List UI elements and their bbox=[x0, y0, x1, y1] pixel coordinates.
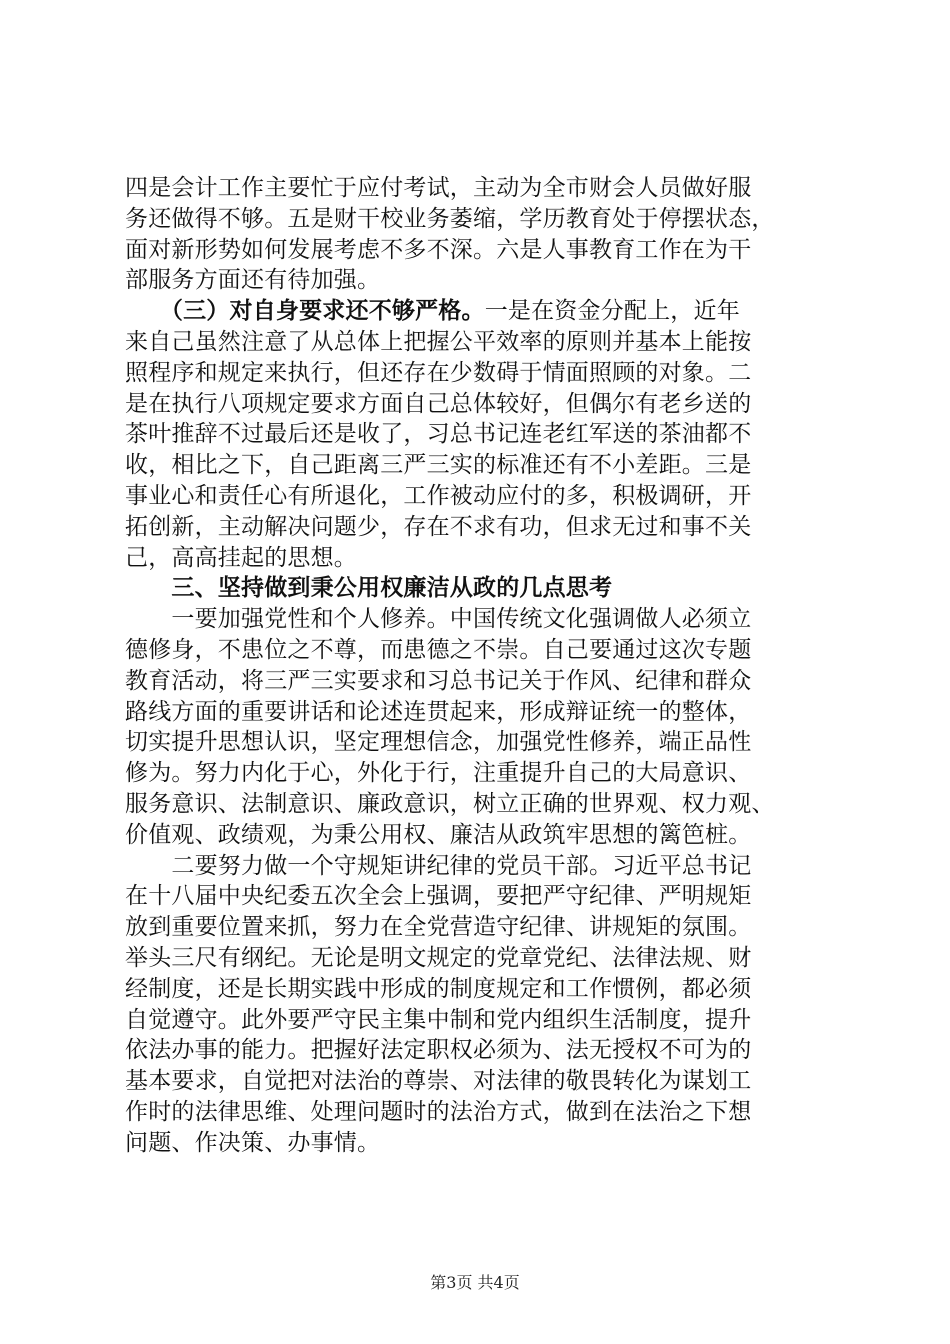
subsection-heading: （三）对自身要求还不够严格。 bbox=[125, 298, 485, 325]
text-line: 依法办事的能力。把握好法定职权必须为、法无授权不可为的 bbox=[125, 1037, 752, 1064]
text-line: 来自己虽然注意了从总体上把握公平效率的原则并基本上能按 bbox=[125, 328, 752, 355]
text-line: 事业心和责任心有所退化，工作被动应付的多，积极调研，开 bbox=[125, 482, 752, 509]
text-line: 放到重要位置来抓，努力在全党营造守纪律、讲规矩的氛围。 bbox=[125, 914, 752, 941]
text-line: 己，高高挂起的思想。 bbox=[125, 544, 357, 571]
text-line: 收，相比之下，自己距离三严三实的标准还有不小差距。三是 bbox=[125, 452, 752, 479]
page-footer: 第3页 共4页 bbox=[430, 1273, 520, 1292]
text-line: 是在执行八项规定要求方面自己总体较好，但偶尔有老乡送的 bbox=[125, 390, 752, 417]
text-line: 路线方面的重要讲话和论述连贯起来，形成辩证统一的整体， bbox=[125, 698, 752, 725]
paragraph-lead-line bbox=[125, 296, 833, 327]
text-line: 二要努力做一个守规矩讲纪律的党员干部。习近平总书记 bbox=[125, 852, 752, 879]
text-line: 教育活动，将三严三实要求和习总书记关于作风、纪律和群众 bbox=[125, 667, 752, 694]
text-line: 务还做得不够。五是财干校业务萎缩，学历教育处于停摆状态， bbox=[125, 205, 775, 232]
text-line: 问题、作决策、办事情。 bbox=[125, 1129, 381, 1156]
text-line: 茶叶推辞不过最后还是收了，习总书记连老红军送的茶油都不 bbox=[125, 421, 752, 448]
text-line: 经制度，还是长期实践中形成的制度规定和工作惯例，都必须 bbox=[125, 975, 752, 1002]
text-line: 价值观、政绩观，为秉公用权、廉洁从政筑牢思想的篱笆桩。 bbox=[125, 821, 752, 848]
text-line: 拓创新，主动解决问题少，存在不求有功，但求无过和事不关 bbox=[125, 513, 752, 540]
text-line: 基本要求，自觉把对法治的尊崇、对法律的敬畏转化为谋划工 bbox=[125, 1068, 752, 1095]
text-line: 部服务方面还有待加强。 bbox=[125, 267, 381, 294]
text-line: 服务意识、法制意识、廉政意识，树立正确的世界观、权力观、 bbox=[125, 790, 775, 817]
text-line: 四是会计工作主要忙于应付考试，主动为全市财会人员做好服 bbox=[125, 175, 752, 201]
text-line: 举头三尺有纲纪。无论是明文规定的党章党纪、法律法规、财 bbox=[125, 944, 752, 971]
paragraph-lead-text: 一是在资金分配上，近年 bbox=[484, 298, 740, 325]
text-line: 自觉遵守。此外要严守民主集中制和党内组织生活制度，提升 bbox=[125, 1006, 752, 1033]
text-line: 作时的法律思维、处理问题时的法治方式，做到在法治之下想 bbox=[125, 1098, 752, 1125]
text-line: 德修身，不患位之不尊，而患德之不崇。自己要通过这次专题 bbox=[125, 636, 752, 663]
text-line: 照程序和规定来执行，但还存在少数碍于情面照顾的对象。二 bbox=[125, 359, 752, 386]
text-line: 面对新形势如何发展考虑不多不深。六是人事教育工作在为干 bbox=[125, 236, 752, 263]
section-heading: 三、坚持做到秉公用权廉洁从政的几点思考 bbox=[125, 575, 613, 602]
text-line: 在十八届中央纪委五次全会上强调，要把严守纪律、严明规矩 bbox=[125, 883, 752, 910]
text-line: 修为。努力内化于心，外化于行，注重提升自己的大局意识、 bbox=[125, 760, 752, 787]
document-body bbox=[125, 173, 833, 1159]
text-line: 切实提升思想认识，坚定理想信念，加强党性修养，端正品性 bbox=[125, 729, 752, 756]
text-line: 一要加强党性和个人修养。中国传统文化强调做人必须立 bbox=[125, 606, 752, 633]
